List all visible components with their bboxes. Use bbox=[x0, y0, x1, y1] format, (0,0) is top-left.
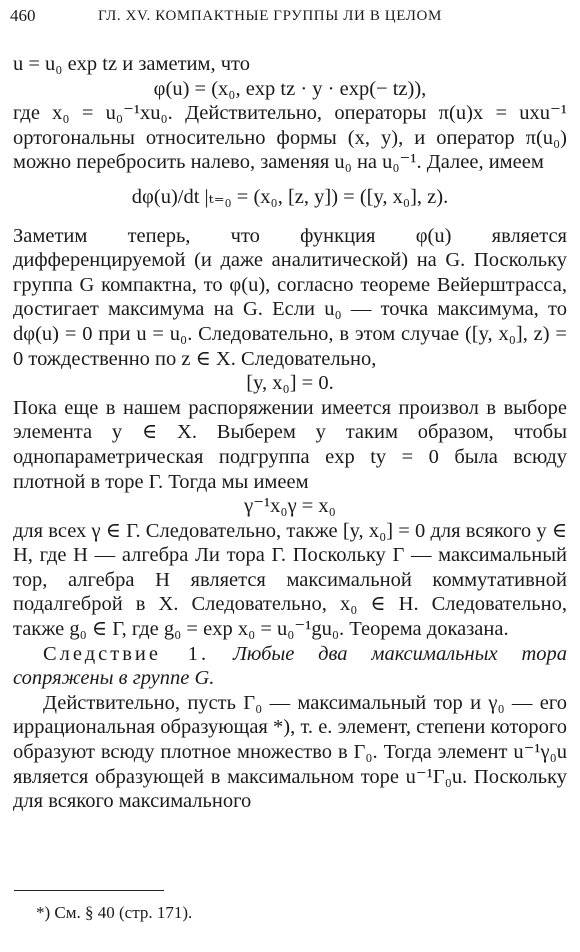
page-number: 460 bbox=[10, 6, 36, 25]
text-line-1: u = u₀ exp tz и заметим, что bbox=[13, 53, 250, 75]
formula-phi: φ(u) = (x₀, exp tz · y · exp(− tz)), bbox=[153, 77, 427, 100]
corollary-text: Любые два максимальных тора сопряжены в группе G. bbox=[13, 642, 568, 690]
paragraph-choice: Пока еще в нашем распоряжении имеется произвол в выборе элемента y ∈ X. Выберем y таким образом, чтобы однопараметрическая подгруппа exp ty = 0 была всюду плотной в торе Γ. Тогда мы имеем bbox=[13, 396, 567, 493]
formula-derivative: dφ(u)/dt |ₜ₌₀ = (x₀, [z, y]) = ([y, x₀], z). bbox=[131, 185, 449, 208]
corollary bbox=[13, 642, 567, 691]
formula-gamma: γ⁻¹x₀γ = x₀ bbox=[244, 495, 336, 518]
corollary-label: Следствие 1. bbox=[43, 642, 210, 665]
footnote: *) См. § 40 (стр. 171). bbox=[36, 903, 193, 922]
paragraph-operators: где x₀ = u₀⁻¹xu₀. Действительно, операторы π(u)x = uxu⁻¹ ортогональны относительно формы (x, y), и оператор π(u₀) можно перебросить налево, заменяя u₀ на u₀⁻¹. Далее, имеем bbox=[13, 102, 567, 174]
paragraph-proof: Действительно, пусть Γ₀ — максимальный тор и γ₀ — его иррациональная образующая *), т. е. элемент, степени которого образуют всюду плотное множество в Γ₀. Тогда элемент u⁻¹γ₀u является образующей в максимальном торе u⁻¹Γ₀u. Поскольку для всякого максимального bbox=[13, 691, 567, 813]
paragraph-conclusion: для всех γ ∈ Γ. Следовательно, также [y, x₀] = 0 для всякого y ∈ H, где H — алгебра Ли тора Γ. Поскольку Γ — максимальный тор, алгебра H является максимальной коммутативной подалгеброй в X. Следовательно, x₀ ∈ H. Следовательно, также g₀ ∈ Γ, где g₀ = exp x₀ = u₀⁻¹gu₀. Теорема доказана. bbox=[13, 519, 567, 641]
running-title: ГЛ. XV. КОМПАКТНЫЕ ГРУППЫ ЛИ В ЦЕЛОМ bbox=[98, 8, 442, 24]
paragraph-maximum: Заметим теперь, что функция φ(u) является дифференцируемой (и даже аналитической) на G. Поскольку группа G компактна, то φ(u), согласно теореме Вейерштрасса, достигает максимума на G. Если u₀ — точка максимума, то dφ(u) = 0 при u = u₀. Следовательно, в этом случае ([y, x₀], z) = 0 тождественно по z ∈ X. Следовательно, bbox=[13, 224, 567, 370]
page-body bbox=[13, 52, 567, 814]
footnote-rule bbox=[14, 890, 164, 891]
formula-bracket: [y, x₀] = 0. bbox=[246, 372, 334, 395]
